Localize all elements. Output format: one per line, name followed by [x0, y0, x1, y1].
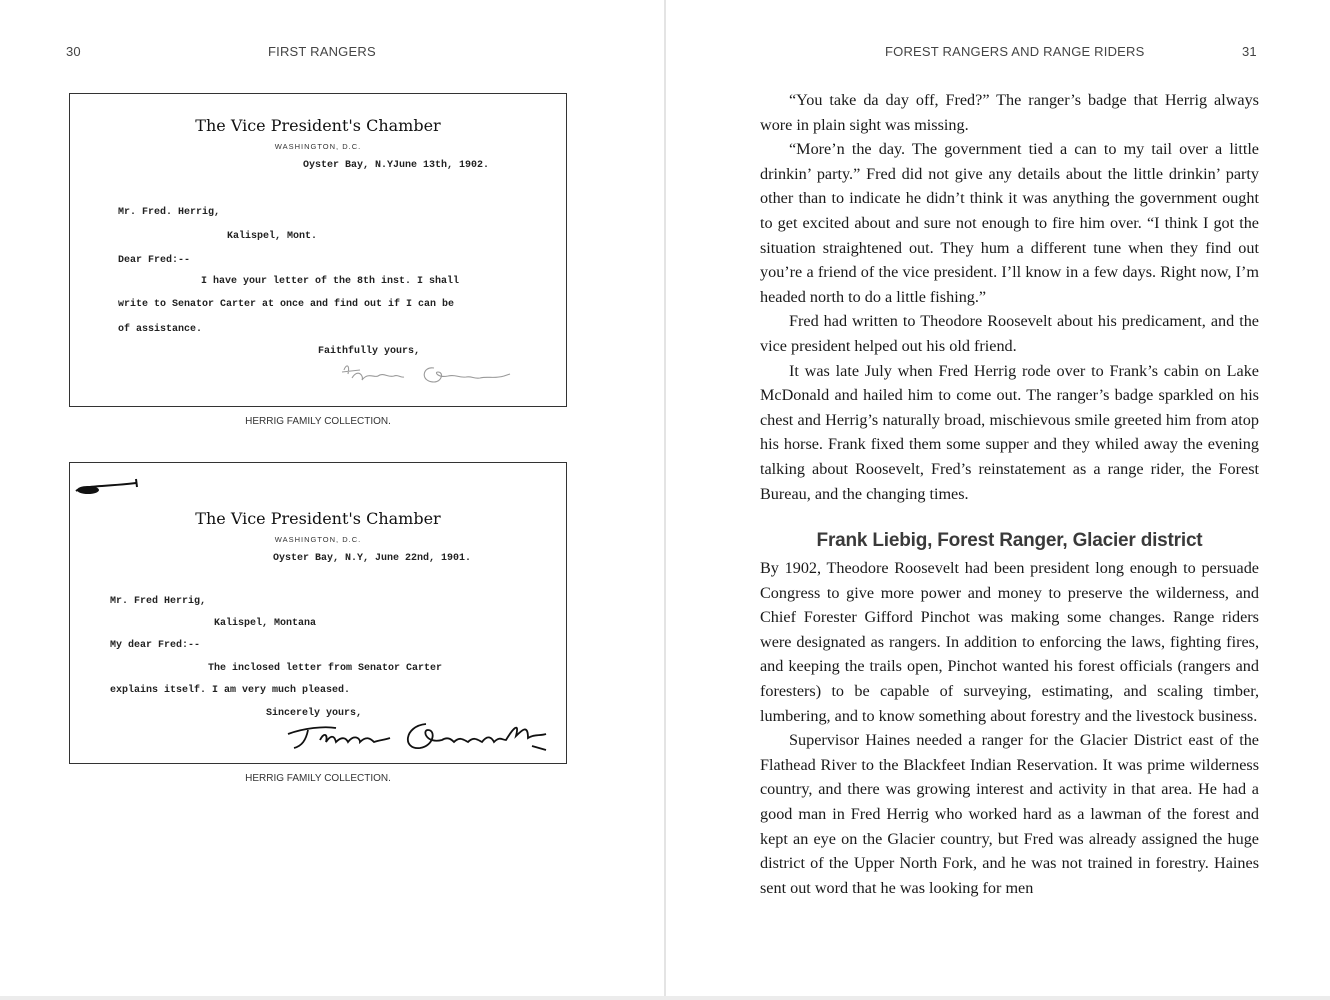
page-number-right: 31 [1242, 44, 1257, 59]
signature-image [338, 360, 538, 390]
letter-line: explains itself. I am very much pleased. [110, 685, 351, 696]
paragraph: “You take da day off, Fred?” The ranger’s badge that Herrig always wore in plain sight was missing. [760, 91, 1259, 134]
letter-line: Mr. Fred Herrig, [110, 596, 207, 607]
letterhead-city: WASHINGTON, D.C. [274, 142, 362, 151]
paragraph: Supervisor Haines needed a ranger for the Glacier District east of the Flathead River to the Blackfeet Indian Reservation. It was prime wilderness country, and there was growing interest and activity in that area. He had a good man in Fred Herrig who worked hard as a lawman of the forest and kept an eye on the Glacier country, but Fred was already assigned the huge district of the Upper North Fork, and he was not trained in forestry. Haines sent out word that he was looking for men [760, 731, 1259, 897]
paragraph: “More’n the day. The government tied a can to my tail over a little drinkin’ party.” Fred did not give any details about the little drinkin’ party other than to indicate he didn’t think it was anything the government ought to get excited about and sure not enough to fire him over. “I think I got the situation straightened out. They hum a different tune when they find out you’re a friend of the vice president. I’ll know in a few days. Right now, I’m headed north to do a little fishing.” [760, 140, 1259, 306]
figure-caption: HERRIG FAMILY COLLECTION. [245, 773, 391, 784]
letter-image-2 [69, 462, 567, 764]
letterhead-title: The Vice President's Chamber [195, 509, 441, 528]
running-head-right: FOREST RANGERS AND RANGE RIDERS [885, 44, 1145, 59]
letter-line: Mr. Fred. Herrig, [118, 207, 221, 218]
body-text-bottom [760, 556, 1259, 900]
page-bottom-edge [0, 996, 1330, 1000]
paragraph: Fred had written to Theodore Roosevelt about his predicament, and the vice president helped out his old friend. [760, 312, 1259, 355]
letter-closing: Sincerely yours, [266, 708, 363, 719]
running-head-left: FIRST RANGERS [268, 44, 376, 59]
page-number-left: 30 [66, 44, 81, 59]
letter-image-1 [69, 93, 567, 407]
letter-dateline: Oyster Bay, N.YJune 13th, 1902. [303, 160, 490, 171]
letter-line: I have your letter of the 8th inst. I shall [201, 276, 460, 287]
letter-line: Dear Fred:-- [118, 255, 191, 266]
letter-line: Kalispel, Mont. [227, 231, 318, 242]
letter-dateline: Oyster Bay, N.Y, June 22nd, 1901. [273, 553, 472, 564]
body-text-top [760, 88, 1259, 506]
letter-line: write to Senator Carter at once and find out if I can be [118, 299, 455, 310]
letter-line: My dear Fred:-- [110, 640, 201, 651]
figure-caption: HERRIG FAMILY COLLECTION. [245, 416, 391, 427]
letterhead-city: WASHINGTON, D.C. [274, 535, 362, 544]
letter-closing: Faithfully yours, [318, 346, 421, 357]
letter-line: of assistance. [118, 324, 203, 335]
ink-mark-decoration [74, 475, 142, 497]
letter-line: The inclosed letter from Senator Carter [208, 663, 443, 674]
paragraph: By 1902, Theodore Roosevelt had been president long enough to persuade Congress to give more power and money to preserve the wilderness, and Chief Forester Gifford Pinchot was making some changes. Range riders were designated as rangers. In addition to enforcing the laws, fighting fires, and keeping the trails open, Pinchot wanted his forest officials (rangers and foresters) to be capable of surveying, estimating, and scaling timber, lumbering, and to know something about forestry and the livestock business. [760, 559, 1259, 725]
letterhead-title: The Vice President's Chamber [195, 116, 441, 135]
signature-image [284, 716, 556, 758]
paragraph: It was late July when Fred Herrig rode over to Frank’s cabin on Lake McDonald and hailed him to come out. The ranger’s badge sparkled on his chest and Herrig’s naturally broad, mischievous smile greeted him from atop his horse. Frank fixed them some supper and they whiled away the evening talking about Roosevelt, Fred’s reinstatement as a range rider, the Forest Bureau, and the changing times. [760, 361, 1259, 503]
left-page [0, 0, 664, 1000]
letter-line: Kalispel, Montana [214, 618, 317, 629]
section-heading: Frank Liebig, Forest Ranger, Glacier district [816, 530, 1203, 551]
